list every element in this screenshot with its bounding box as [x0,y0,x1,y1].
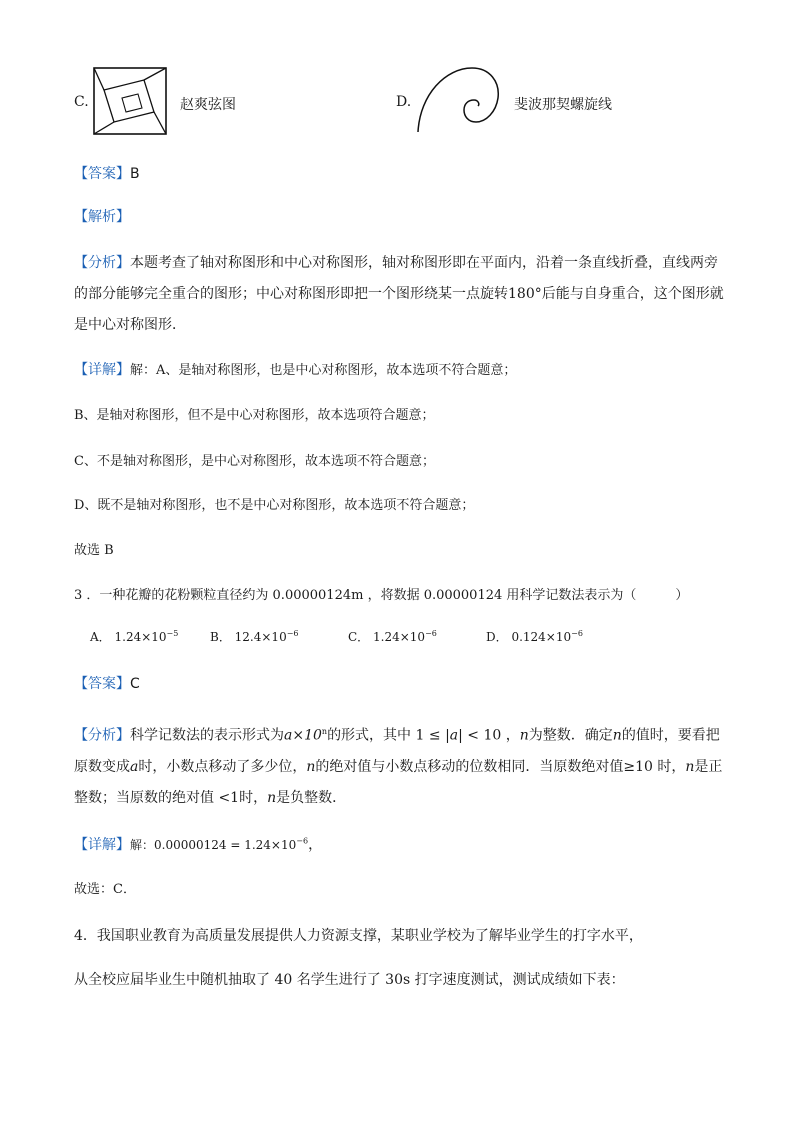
q2-analysis-heading [74,206,130,226]
fenxi-text: 是正整数；当原数的绝对值 <1时， [74,758,723,806]
q4-line-2: 从全校应届毕业生中随机抽取了 40 名学生进行了 30s 打字速度测试，测试成绩如下表： [74,972,625,988]
fenxi-tag: 【分析】 [74,727,130,744]
answer-tag: 【答案】 [74,166,130,182]
option-d-caption: 斐波那契螺旋线 [514,97,612,113]
math-var: n [685,758,695,775]
q3-detail [74,834,322,854]
detail-end: ， [308,837,323,853]
detail-line-b: B、是轴对称图形，但不是中心对称图形，故本选项符合题意； [74,408,435,423]
q3-answer-line [74,673,140,693]
q2-analysis-paragraph [74,248,724,341]
option-exponent: −6 [286,629,299,638]
option-value: 1.24×10 [114,630,167,644]
fenxi-text: 本题考查了轴对称图形和中心对称图形，轴对称图形即在平面内，沿着一条直线折叠，直线两旁的部分能够完全重合的图形；中心对称图形即把一个图形绕某一点旋转180°后能与自身重合，这个图形就是中心对称图形． [74,255,724,333]
math-var: n [306,758,316,775]
option-value: 1.24×10 [373,630,426,644]
detail-text: 解：0.00000124 = 1.24×10 [130,838,297,852]
option-value: 12.4×10 [234,630,287,644]
q3-stem: 3 ．一种花瓣的花粉颗粒直径约为 0.00000124m ，将数据 0.00000124 用科学记数法表示为（ ） [74,588,689,603]
math-abs: |a| [445,727,463,744]
xiangjie-tag: 【详解】 [74,362,130,378]
q3-option-a [90,628,178,645]
detail-line-d: D、既不是轴对称图形，也不是中心对称图形，故本选项不符合题意； [74,498,475,513]
q3-conclusion: 故选：C． [74,882,136,897]
q4-line-1: 4．我国职业教育为高质量发展提供人力资源支撑，某职业学校为了解毕业学生的打字水平， [74,928,643,944]
math-exponent: n [321,727,328,736]
detail-line-c: C、不是轴对称图形，是中心对称图形，故本选项不符合题意； [74,454,435,469]
math-var: a [130,758,139,775]
xiangjie-tag: 【详解】 [74,837,130,853]
math-var: n [612,727,622,744]
q2-answer-line [74,163,140,183]
option-letter: D． [486,630,508,644]
q2-detail-a [74,359,516,379]
answer-value: C [130,676,140,692]
option-c-letter: C. [74,94,89,110]
fenxi-text: 为整数．确定 [528,727,613,744]
fenxi-text: < 10 ， [462,727,520,744]
option-value: 0.124×10 [511,630,572,644]
math-var: n [519,727,529,744]
option-exponent: −6 [425,629,437,638]
fenxi-text: 的形式，其中 1 ≤ [327,727,446,744]
option-letter: C． [348,630,370,644]
q3-option-c [348,628,437,645]
zhaoshuang-figure [92,66,168,136]
option-letter: B． [210,630,231,644]
option-exponent: −6 [571,629,583,638]
option-d-letter: D. [396,94,412,110]
fenxi-tag: 【分析】 [74,255,130,271]
option-exponent: −5 [166,629,179,638]
option-letter: A． [90,630,111,644]
math-var: n [267,789,277,806]
detail-exponent: −6 [296,836,309,846]
q2-conclusion: 故选 B [74,543,114,558]
option-c-caption: 赵爽弦图 [180,97,236,113]
q3-option-d [486,628,583,645]
fenxi-text: 的绝对值与小数点移动的位数相同．当原数绝对值≥10 时， [315,758,686,775]
answer-tag: 【答案】 [74,676,130,692]
fenxi-text: 科学记数法的表示形式为 [130,727,284,744]
q3-option-b [210,628,299,645]
detail-line-a: 解：A、是轴对称图形，也是中心对称图形，故本选项不符合题意； [130,363,517,378]
fenxi-text: 是负整数． [276,789,347,806]
answer-value: B [130,166,140,182]
math-form: a×10 [284,727,322,744]
analysis-tag: 【解析】 [74,209,130,225]
fibonacci-spiral-figure [416,64,500,134]
fenxi-text: 的值时，要看把原数变成 [74,727,720,775]
fenxi-text: 时，小数点移动了多少位， [138,758,307,775]
q3-analysis-paragraph [74,716,724,814]
